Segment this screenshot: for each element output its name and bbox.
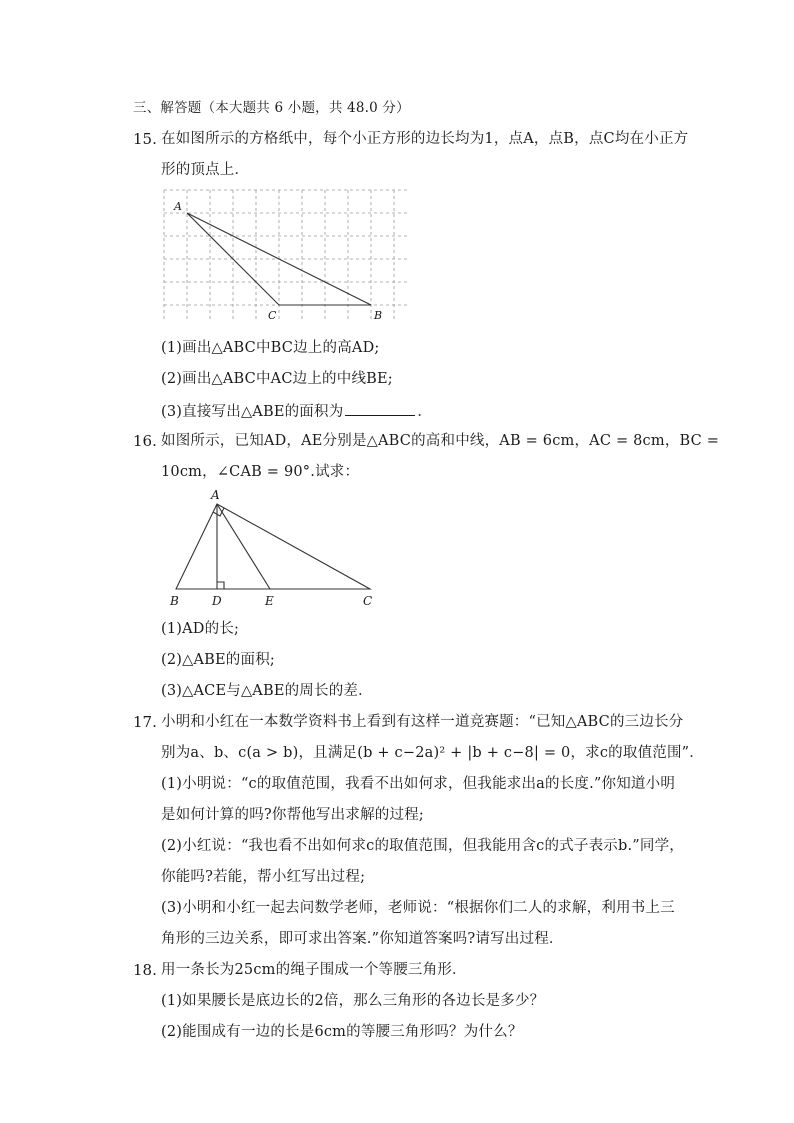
q15-stem-line2: 形的顶点上． xyxy=(161,162,250,178)
triangle-abc-right xyxy=(176,504,370,589)
label-c: C xyxy=(363,594,373,608)
q18-number: 18. xyxy=(133,961,157,979)
q16-triangle-figure xyxy=(165,488,380,612)
q16-stem-line2: 10cm，∠CAB = 90°.试求： xyxy=(161,464,360,480)
q17-part1-line2: 是如何计算的吗?你帮他写出求解的过程; xyxy=(161,807,424,823)
q17-part3-line2: 角形的三边关系，即可求出答案.”你知道答案吗?请写出过程． xyxy=(161,931,564,947)
q15-number: 15. xyxy=(133,130,157,148)
q17-part2-line1: (2)小红说：“我也看不出如何求c的取值范围，但我能用含c的式子表示b.”同学， xyxy=(161,838,684,854)
q17-part1-line1: (1)小明说：“c的取值范围，我看不出如何求，但我能求出a的长度.”你知道小明 xyxy=(161,776,676,792)
q17-stem-line1: 小明和小红在一本数学资料书上看到有这样一道竞赛题：“已知△ABC的三边长分 xyxy=(161,714,684,730)
label-d: D xyxy=(212,594,222,608)
q18-part1: (1)如果腰长是底边长的2倍，那么三角形的各边长是多少？ xyxy=(161,993,545,1009)
q18-part2: (2)能围成有一边的长是6cm的等腰三角形吗？为什么？ xyxy=(161,1024,523,1040)
q15-part3-end: ． xyxy=(417,404,433,420)
q16-part3: (3)△ACE与△ABE的周长的差． xyxy=(161,683,373,699)
q16-part1: (1)AD的长; xyxy=(161,621,240,637)
answer-blank[interactable] xyxy=(345,400,415,416)
q16-part2: (2)△ABE的面积; xyxy=(161,652,275,668)
label-c: C xyxy=(268,309,277,322)
label-e: E xyxy=(265,594,274,608)
q17-part3-line1: (3)小明和小红一起去问数学老师，老师说：“根据你们二人的求解，利用书上三 xyxy=(161,900,675,916)
label-b: B xyxy=(170,594,179,608)
section-title: 三、解答题（本大题共 6 小题，共 48.0 分） xyxy=(133,100,410,116)
label-a: A xyxy=(174,200,182,213)
q15-part1: (1)画出△ABC中BC边上的高AD; xyxy=(161,340,380,356)
q17-stem-line2: 别为a、b、c(a > b)，且满足(b + c−2a)² + |b + c−8| = 0，求c的取值范围”． xyxy=(161,745,704,761)
grid-lines xyxy=(164,190,410,322)
label-a: A xyxy=(211,488,220,502)
q17-part2-line2: 你能吗?若能，帮小红写出过程; xyxy=(161,869,366,885)
q15-grid-figure xyxy=(160,186,416,326)
q16-stem-line1: 如图所示，已知AD，AE分别是△ABC的高和中线，AB = 6cm，AC = 8cm，BC = xyxy=(161,433,720,449)
median-ae xyxy=(217,504,270,589)
q15-part3-text: (3)直接写出△ABE的面积为 xyxy=(161,404,344,420)
right-angle-mark-d xyxy=(217,582,224,589)
q15-stem-line1: 在如图所示的方格纸中，每个小正方形的边长均为1，点A，点B，点C均在小正方 xyxy=(161,131,689,147)
q16-number: 16. xyxy=(133,432,157,450)
q15-part2: (2)画出△ABC中AC边上的中线BE; xyxy=(161,371,393,387)
label-b: B xyxy=(374,309,383,322)
q18-stem: 用一条长为25cm的绳子围成一个等腰三角形． xyxy=(161,962,467,978)
q17-number: 17. xyxy=(133,713,157,731)
q15-part3 xyxy=(161,400,432,422)
